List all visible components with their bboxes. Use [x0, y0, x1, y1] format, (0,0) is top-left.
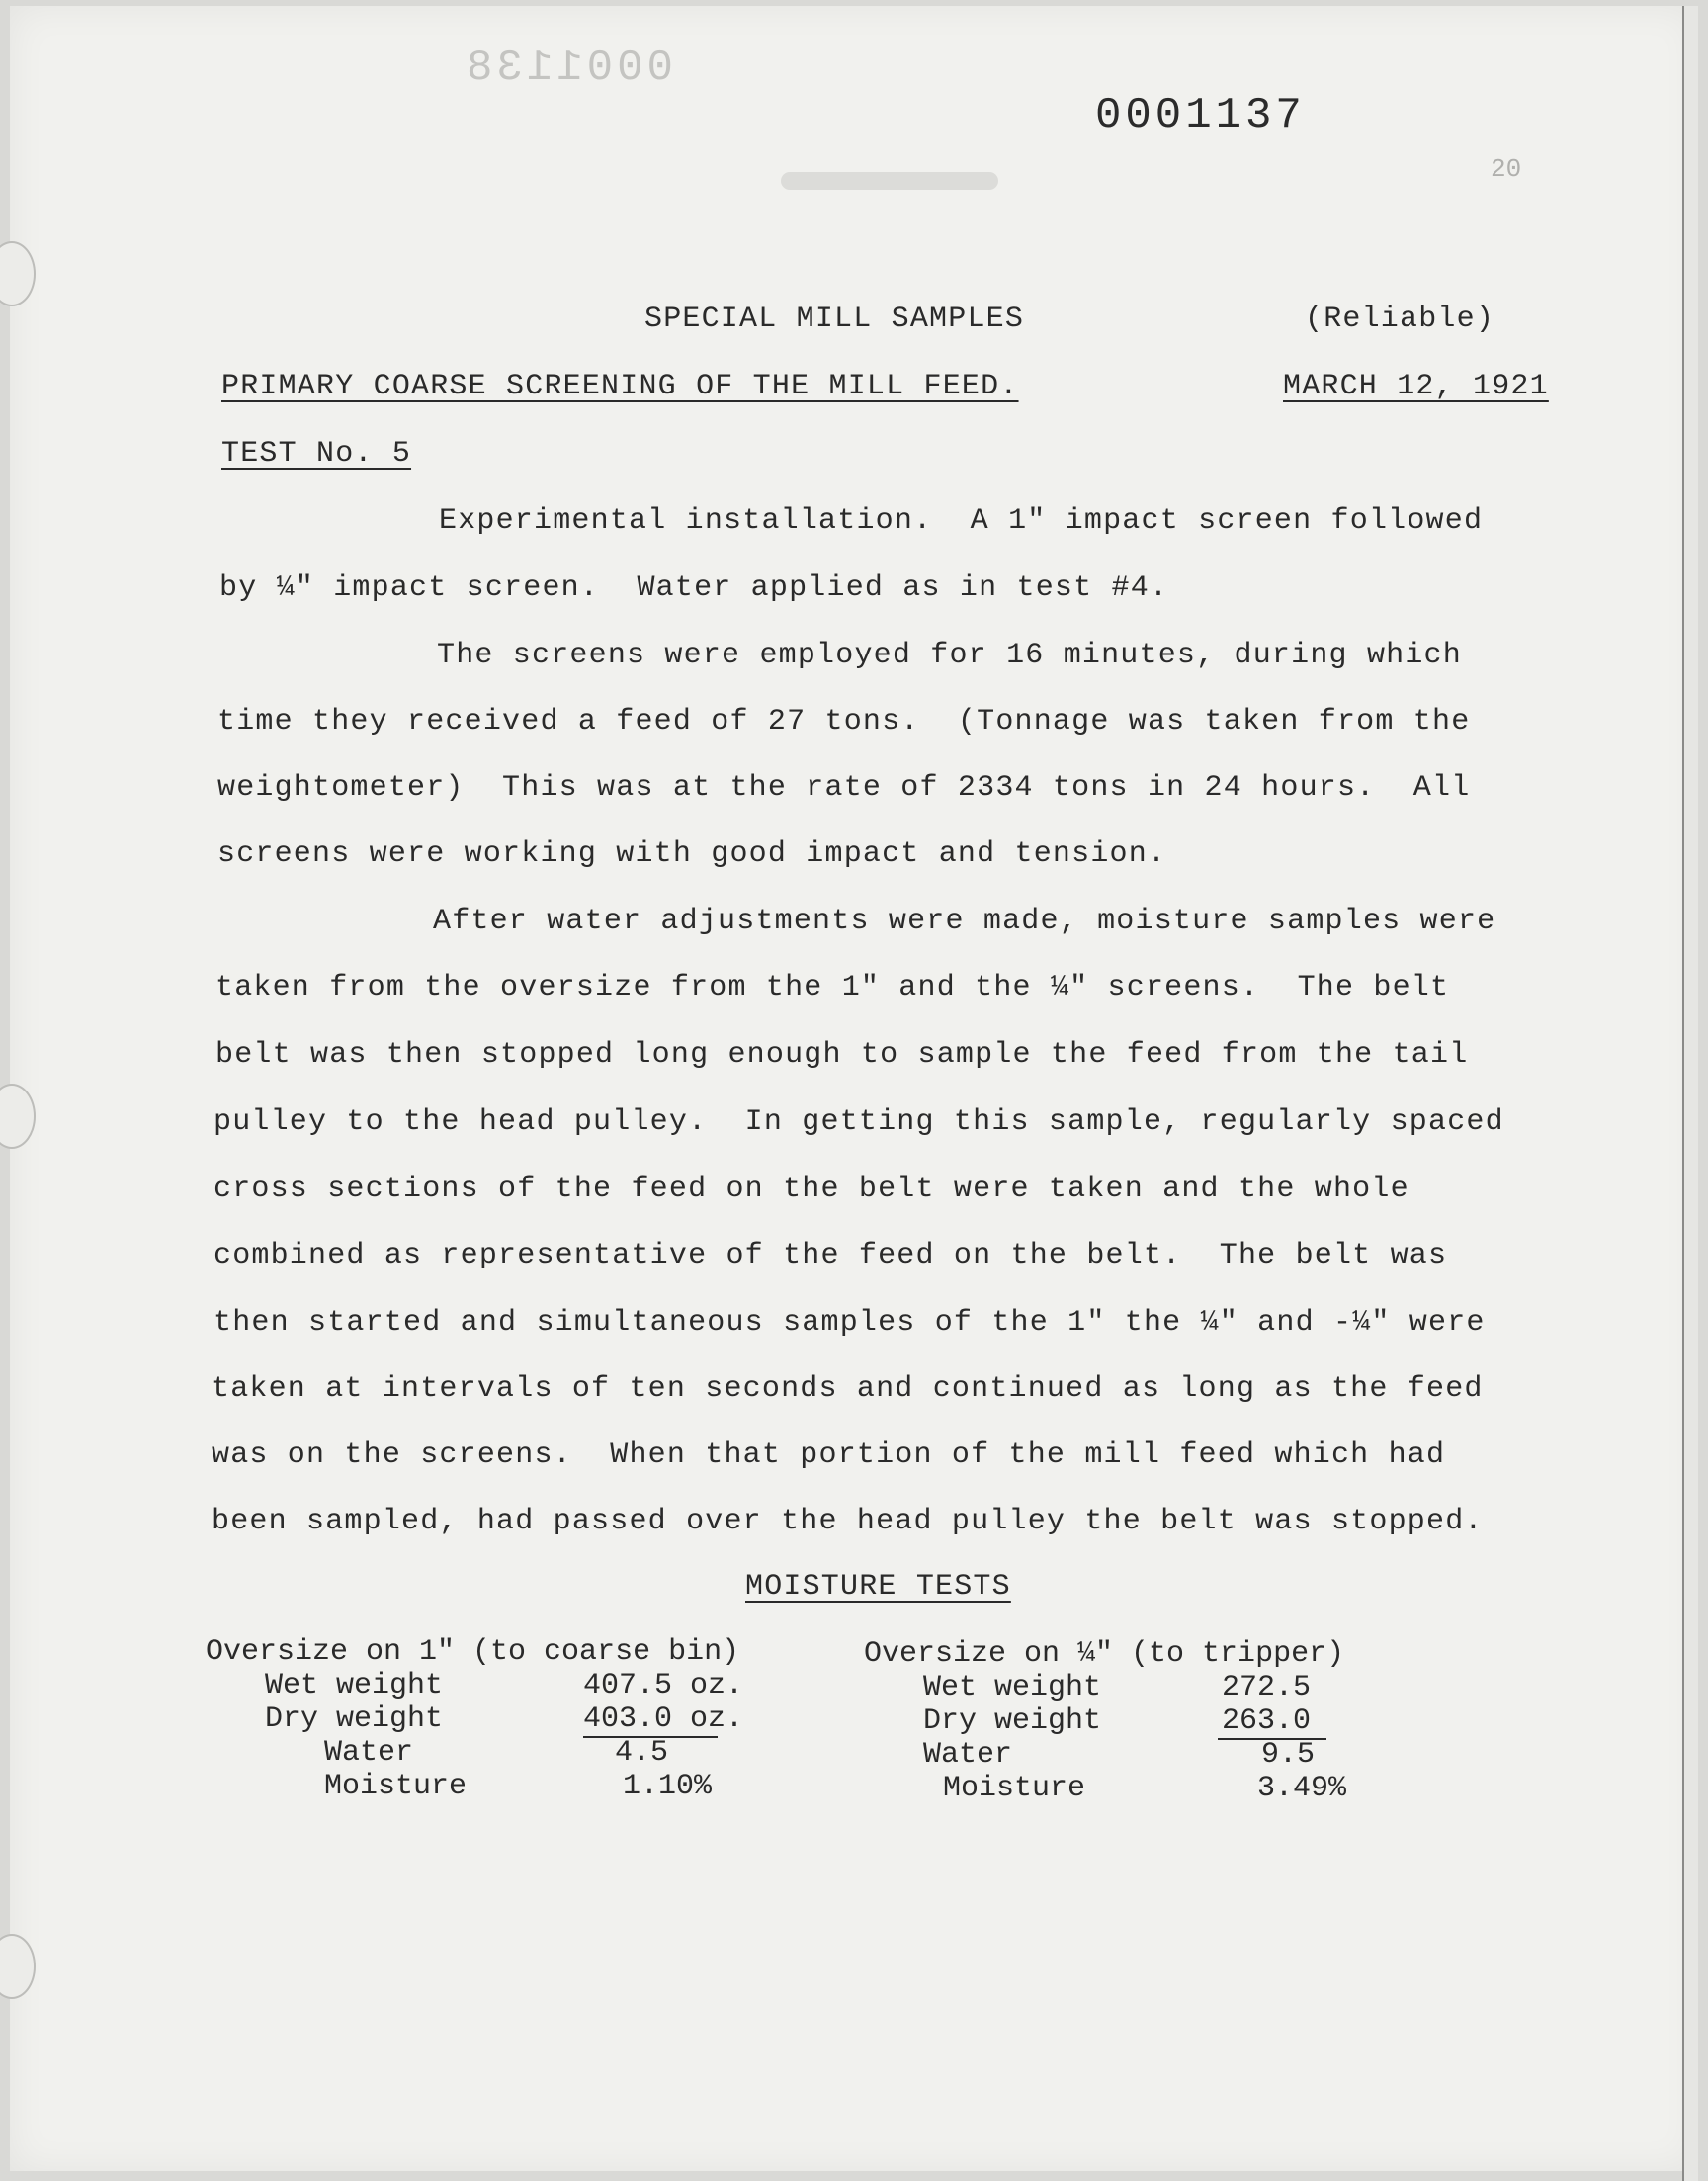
left-row-value: 1.10%: [623, 1770, 713, 1803]
body-line: pulley to the head pulley. In getting this sample, regularly spaced: [214, 1105, 1504, 1139]
left-table-title: Oversize on 1" (to coarse bin): [206, 1635, 740, 1669]
right-row-label: Wet weight: [923, 1671, 1102, 1704]
right-row-label: Dry weight: [923, 1704, 1102, 1738]
document-page: [10, 6, 1698, 2171]
right-row-value: 272.5: [1222, 1671, 1312, 1704]
left-row-label: Water: [324, 1736, 414, 1770]
page-edge: [1682, 6, 1698, 2181]
body-line: The screens were employed for 16 minutes, during which: [437, 639, 1462, 672]
body-line: then started and simultaneous samples of the 1" the ¼" and -¼" were: [214, 1306, 1486, 1340]
left-row-value: 407.5 oz.: [583, 1669, 744, 1702]
body-line: Experimental installation. A 1" impact screen followed: [439, 504, 1484, 538]
moisture-tests-heading: MOISTURE TESTS: [745, 1570, 1011, 1604]
punch-hole-top: [0, 241, 36, 306]
punch-hole-bottom: [0, 1934, 36, 1999]
body-line: After water adjustments were made, moisture samples were: [433, 905, 1496, 938]
left-row-value: 403.0 oz.: [583, 1702, 744, 1736]
right-row-label: Moisture: [943, 1772, 1086, 1805]
right-row-value: 263.0: [1222, 1704, 1312, 1738]
punch-hole-middle: [0, 1084, 36, 1149]
body-line: belt was then stopped long enough to sample the feed from the tail: [215, 1038, 1469, 1072]
body-line: screens were working with good impact and tension.: [217, 837, 1167, 871]
body-line: taken from the oversize from the 1" and the ¼" screens. The belt: [215, 971, 1450, 1004]
ghost-document-number: 0001138: [463, 44, 673, 93]
left-row-label: Dry weight: [265, 1702, 444, 1736]
report-date: MARCH 12, 1921: [1283, 370, 1549, 403]
right-row-value: 9.5: [1261, 1738, 1316, 1772]
left-row-label: Moisture: [324, 1770, 468, 1803]
body-line: cross sections of the feed on the belt were taken and the whole: [214, 1173, 1409, 1206]
test-label: TEST No. 5: [221, 437, 412, 471]
body-line: was on the screens. When that portion of the mill feed which had: [212, 1439, 1446, 1472]
right-row-label: Water: [923, 1738, 1013, 1772]
right-row-value: 3.49%: [1257, 1772, 1347, 1805]
ink-smudge: [781, 172, 998, 190]
body-line: by ¼" impact screen. Water applied as in test #4.: [219, 571, 1169, 605]
right-table-title: Oversize on ¼" (to tripper): [864, 1637, 1345, 1671]
left-row-value: 4.5: [615, 1736, 669, 1770]
body-line: weightometer) This was at the rate of 2334 tons in 24 hours. All: [217, 771, 1471, 805]
document-number: 0001137: [1095, 91, 1306, 140]
left-row-label: Wet weight: [265, 1669, 444, 1702]
page-subtitle: PRIMARY COARSE SCREENING OF THE MILL FEED.: [221, 370, 1019, 403]
body-line: been sampled, had passed over the head pulley the belt was stopped.: [212, 1505, 1484, 1538]
page-corner-mark: 20: [1491, 154, 1522, 184]
body-line: taken at intervals of ten seconds and continued as long as the feed: [212, 1372, 1484, 1406]
body-line: combined as representative of the feed on the belt. The belt was: [214, 1239, 1448, 1272]
body-line: time they received a feed of 27 tons. (Tonnage was taken from the: [217, 705, 1471, 739]
page-title: SPECIAL MILL SAMPLES: [644, 303, 1025, 336]
reliability-note: (Reliable): [1305, 303, 1495, 336]
